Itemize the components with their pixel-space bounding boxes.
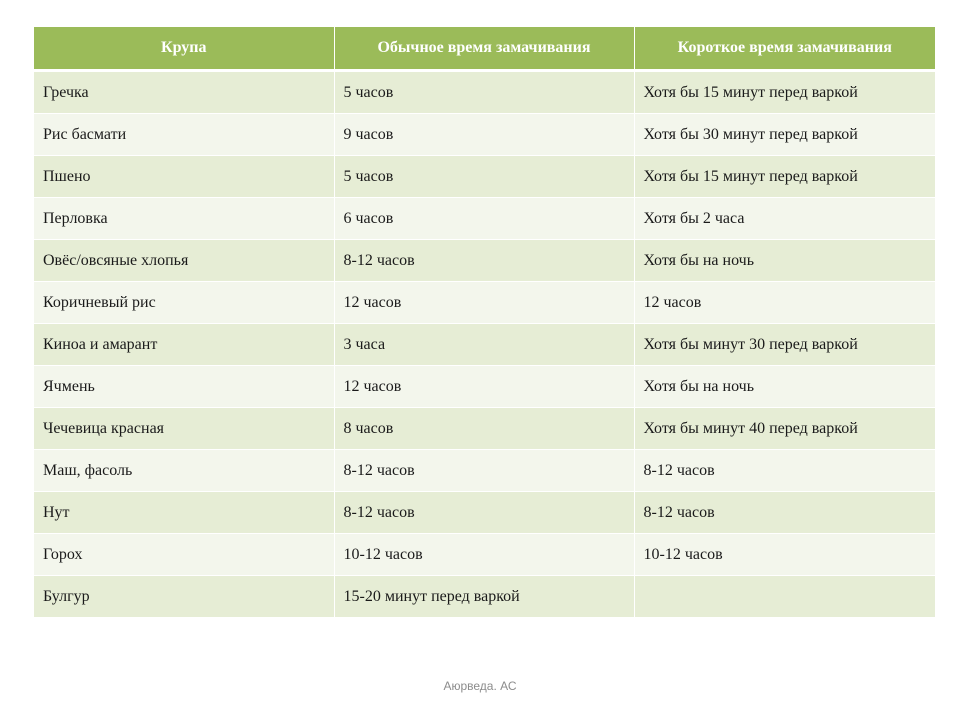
cell-normal-time: 6 часов <box>334 198 634 240</box>
table-row <box>34 366 935 408</box>
header-normal-soak-time: Обычное время замачивания <box>334 27 634 71</box>
header-short-soak-time: Короткое время замачивания <box>634 27 935 71</box>
cell-short-time <box>634 576 935 618</box>
table-row <box>34 114 935 156</box>
table-row <box>34 71 935 114</box>
table-row <box>34 156 935 198</box>
cell-grain: Нут <box>34 492 334 534</box>
table-row <box>34 408 935 450</box>
soaking-table-container <box>34 27 935 618</box>
table-row <box>34 240 935 282</box>
cell-normal-time: 9 часов <box>334 114 634 156</box>
cell-short-time: 8-12 часов <box>634 450 935 492</box>
cell-grain: Овёс/овсяные хлопья <box>34 240 334 282</box>
cell-grain: Киноа и амарант <box>34 324 334 366</box>
cell-grain: Булгур <box>34 576 334 618</box>
cell-grain: Маш, фасоль <box>34 450 334 492</box>
cell-normal-time: 8-12 часов <box>334 450 634 492</box>
cell-normal-time: 12 часов <box>334 282 634 324</box>
cell-short-time: Хотя бы 2 часа <box>634 198 935 240</box>
table-row <box>34 282 935 324</box>
table-row <box>34 534 935 576</box>
cell-short-time: 8-12 часов <box>634 492 935 534</box>
table-row <box>34 324 935 366</box>
table-row <box>34 492 935 534</box>
cell-normal-time: 5 часов <box>334 71 634 114</box>
header-row <box>34 27 935 71</box>
cell-grain: Чечевица красная <box>34 408 334 450</box>
cell-grain: Гречка <box>34 71 334 114</box>
header-grain: Крупа <box>34 27 334 71</box>
cell-normal-time: 3 часа <box>334 324 634 366</box>
cell-grain: Коричневый рис <box>34 282 334 324</box>
table-row <box>34 198 935 240</box>
table-body <box>34 71 935 618</box>
cell-short-time: Хотя бы минут 30 перед варкой <box>634 324 935 366</box>
table-row <box>34 576 935 618</box>
cell-normal-time: 15-20 минут перед варкой <box>334 576 634 618</box>
cell-short-time: Хотя бы на ночь <box>634 366 935 408</box>
cell-short-time: Хотя бы 30 минут перед варкой <box>634 114 935 156</box>
cell-grain: Пшено <box>34 156 334 198</box>
cell-normal-time: 5 часов <box>334 156 634 198</box>
cell-normal-time: 10-12 часов <box>334 534 634 576</box>
cell-short-time: Хотя бы 15 минут перед варкой <box>634 71 935 114</box>
cell-short-time: 10-12 часов <box>634 534 935 576</box>
table-header <box>34 27 935 71</box>
cell-short-time: 12 часов <box>634 282 935 324</box>
cell-normal-time: 12 часов <box>334 366 634 408</box>
cell-normal-time: 8-12 часов <box>334 240 634 282</box>
table-row <box>34 450 935 492</box>
soaking-time-table <box>34 27 935 618</box>
cell-short-time: Хотя бы на ночь <box>634 240 935 282</box>
cell-grain: Рис басмати <box>34 114 334 156</box>
cell-short-time: Хотя бы 15 минут перед варкой <box>634 156 935 198</box>
cell-grain: Перловка <box>34 198 334 240</box>
cell-normal-time: 8-12 часов <box>334 492 634 534</box>
footer-caption: Аюрведа. АС <box>443 679 517 693</box>
cell-short-time: Хотя бы минут 40 перед варкой <box>634 408 935 450</box>
cell-grain: Ячмень <box>34 366 334 408</box>
cell-grain: Горох <box>34 534 334 576</box>
cell-normal-time: 8 часов <box>334 408 634 450</box>
